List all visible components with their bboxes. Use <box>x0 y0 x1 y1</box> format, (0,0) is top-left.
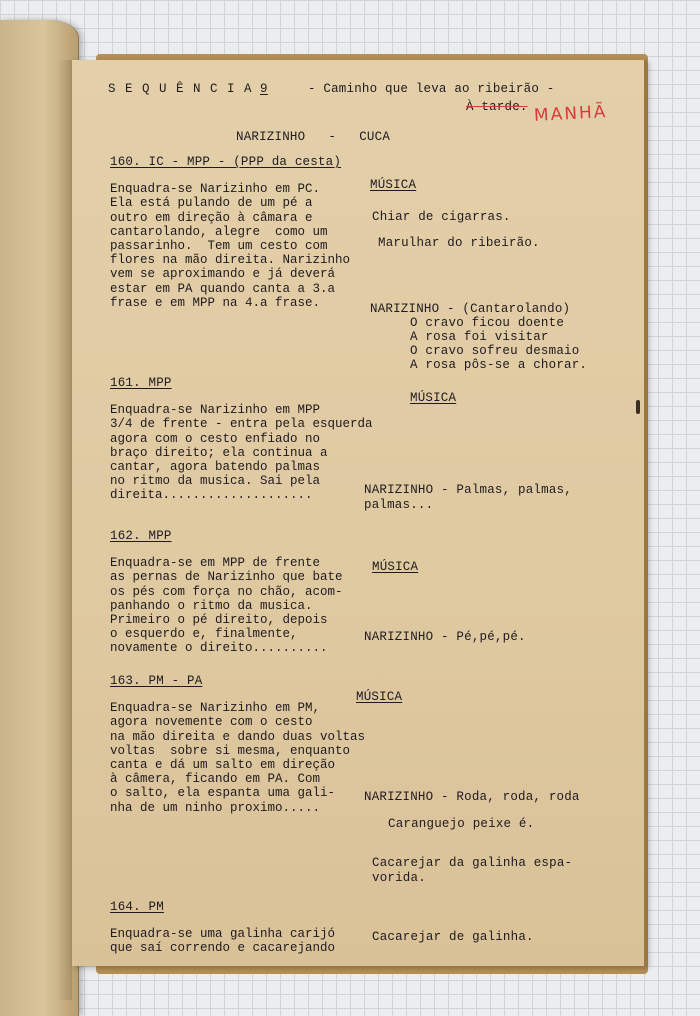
song-line: A rosa pôs-se a chorar. <box>410 358 588 372</box>
audio-cacarejar-1: Cacarejar da galinha espa- <box>372 856 573 870</box>
audio-caranguejo: Caranguejo peixe é. <box>388 817 535 831</box>
song-intro: NARIZINHO - (Cantarolando) <box>370 302 571 316</box>
handwritten-time: MANHÃ <box>533 102 608 126</box>
audio-cigarras: Chiar de cigarras. <box>372 210 511 224</box>
audio-ribeirao: Marulhar do ribeirão. <box>378 236 540 250</box>
scene-line: Enquadra-se Narizinho em PM, <box>110 701 321 716</box>
sequence-title: - Caminho que leva ao ribeirão - <box>308 82 555 96</box>
scene-163-text <box>110 687 365 815</box>
song-line: A rosa foi visitar <box>410 330 549 344</box>
scene-line: Enquadra-se Narizinho em MPP <box>110 403 321 418</box>
audio-palmas-2: palmas... <box>364 498 434 512</box>
music-cue-1: MÚSICA <box>370 178 417 192</box>
scene-line: braço direito; ela continua a <box>110 445 328 460</box>
scene-line: Enquadra-se em MPP de frente <box>110 556 321 571</box>
scene-164-heading: 164. PM <box>110 900 164 914</box>
scene-line: Enquadra-se uma galinha carijó <box>110 927 336 942</box>
scene-line: flores na mão direita. Narizinho <box>110 253 351 268</box>
scene-line: passarinho. Tem um cesto com <box>110 239 328 254</box>
scene-line: as pernas de Narizinho que bate <box>110 570 343 585</box>
scene-line: o salto, ela espanta uma gali- <box>110 786 336 801</box>
scene-162-text <box>110 542 343 656</box>
scene-line: agora novemente com o cesto <box>110 715 313 730</box>
scene-line: outro em direção à câmara e <box>110 210 313 225</box>
scene-161-text <box>110 389 373 503</box>
music-cue-3: MÚSICA <box>372 560 419 574</box>
scene-line: os pés com força no chão, acom- <box>110 584 343 599</box>
scene-line: Primeiro o pé direito, depois <box>110 613 328 628</box>
scene-164-text <box>110 913 335 956</box>
scene-line: canta e dá um salto em direção <box>110 758 336 773</box>
scene-line: cantarolando, alegre como um <box>110 224 328 239</box>
audio-roda: NARIZINHO - Roda, roda, roda <box>364 790 580 804</box>
scene-160-heading: 160. IC - MPP - (PPP da cesta) <box>110 155 342 169</box>
song-line: O cravo sofreu desmaio <box>410 344 580 358</box>
characters-heading: NARIZINHO - CUCA <box>236 130 391 144</box>
scene-line: agora com o cesto enfiado no <box>110 431 321 446</box>
page-clip-mark <box>636 400 640 414</box>
script-page <box>72 60 647 966</box>
sequence-number: 9 <box>260 82 268 96</box>
scene-line: cantar, agora batendo palmas <box>110 460 321 475</box>
scene-line: estar em PA quando canta a 3.a <box>110 281 336 296</box>
scene-line: 3/4 de frente - entra pela esquerda <box>110 417 373 432</box>
scene-line: que saí correndo e cacarejando <box>110 941 336 956</box>
audio-cacarejar-3: Cacarejar de galinha. <box>372 930 534 944</box>
scene-163-heading: 163. PM - PA <box>110 674 203 688</box>
music-cue-2: MÚSICA <box>410 391 457 405</box>
scene-line: novamente o direito.......... <box>110 641 328 656</box>
scene-line: direita.................... <box>110 488 313 503</box>
audio-palmas-1: NARIZINHO - Palmas, palmas, <box>364 483 572 497</box>
scene-line: nha de um ninho proximo..... <box>110 800 321 815</box>
audio-cacarejar-2: vorida. <box>372 871 426 885</box>
scene-161-heading: 161. MPP <box>110 376 172 390</box>
scene-line: Ela está pulando de um pé a <box>110 196 313 211</box>
time-typed: À tarde. <box>466 100 528 114</box>
scene-line: no ritmo da musica. Sai pela <box>110 474 321 489</box>
scene-line: panhando o ritmo da musica. <box>110 598 313 613</box>
scene-line: voltas sobre si mesma, enquanto <box>110 743 351 758</box>
audio-pe: NARIZINHO - Pé,pé,pé. <box>364 630 526 644</box>
binder-fold <box>58 60 72 1000</box>
scene-line: o esquerdo e, finalmente, <box>110 627 298 642</box>
scene-160-text <box>110 168 350 310</box>
scene-line: frase e em MPP na 4.a frase. <box>110 295 321 310</box>
scene-line: na mão direita e dando duas voltas <box>110 729 366 744</box>
scene-line: à câmera, ficando em PA. Com <box>110 772 321 787</box>
music-cue-4: MÚSICA <box>356 690 403 704</box>
sequence-label: S E Q U Ê N C I A <box>108 82 253 96</box>
scene-line: Enquadra-se Narizinho em PC. <box>110 182 321 197</box>
scene-line: vem se aproximando e já deverá <box>110 267 336 282</box>
song-line: O cravo ficou doente <box>410 316 565 330</box>
scene-162-heading: 162. MPP <box>110 529 172 543</box>
